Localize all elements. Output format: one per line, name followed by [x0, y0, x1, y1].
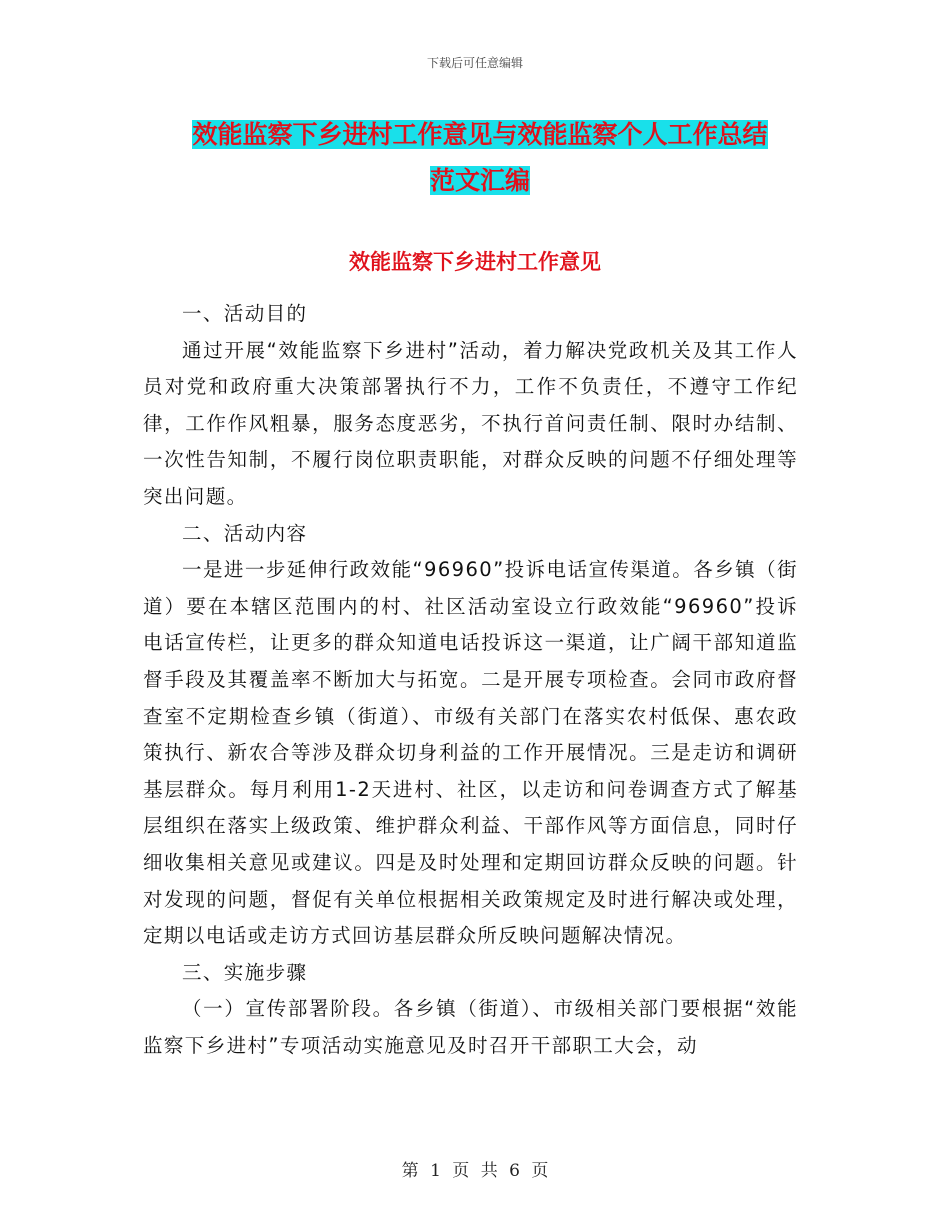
heading-implementation-steps: 三、实施步骤	[182, 960, 308, 984]
heading-activity-purpose: 一、活动目的	[182, 302, 308, 325]
paragraph-activity-content: 一是进一步延伸行政效能“96960”投诉电话宣传渠道。各乡镇（街道）要在本辖区范围内的村、社区活动室设立行政效能“96960”投诉电话宣传栏，让更多的群众知道电话投诉这一渠道，让广阔干部知道监督手段及其覆盖率不断加大与拓宽。二是开展专项检查。会同市政府督查室不定期检查乡镇（街道）、市级有关部门在落实农村低保、惠农政策执行、新农合等涉及群众切身利益的工作开展情况。三是走访和调研基层群众。每月利用1-2天进村、社区，以走访和问卷调查方式了解基层组织在落实上级政策、维护群众利益、干部作风等方面信息，同时仔细收集相关意见或建议。四是及时处理和定期回访群众反映的问题。针对发现的问题，督促有关单位根据相关政策规定及时进行解决或处理，定期以电话或走访方式回访基层群众所反映问题解决情况。	[143, 558, 798, 948]
section-title: 效能监察下乡进村工作意见	[349, 250, 601, 274]
header-note: 下载后可任意编辑	[426, 56, 523, 70]
title-line-1: 效能监察下乡进村工作意见与效能监察个人工作总结	[192, 120, 768, 149]
page-footer: 第 1 页 共 6 页	[401, 1161, 549, 1181]
paragraph-implementation-steps: （一）宣传部署阶段。各乡镇（街道）、市级相关部门要根据“效能监察下乡进村”专项活动实施意见及时召开干部职工大会，动	[143, 997, 798, 1057]
paragraph-activity-purpose: 通过开展“效能监察下乡进村”活动，着力解决党政机关及其工作人员对党和政府重大决策部署执行不力，工作不负责任，不遵守工作纪律，工作作风粗暴，服务态度恶劣，不执行首问责任制、限时办结制、一次性告知制，不履行岗位职责职能，对群众反映的问题不仔细处理等突出问题。	[143, 338, 798, 508]
title-line-2: 范文汇编	[429, 166, 530, 195]
heading-activity-content: 二、活动内容	[182, 521, 308, 545]
document-title	[150, 112, 810, 204]
document-body	[143, 296, 798, 1064]
